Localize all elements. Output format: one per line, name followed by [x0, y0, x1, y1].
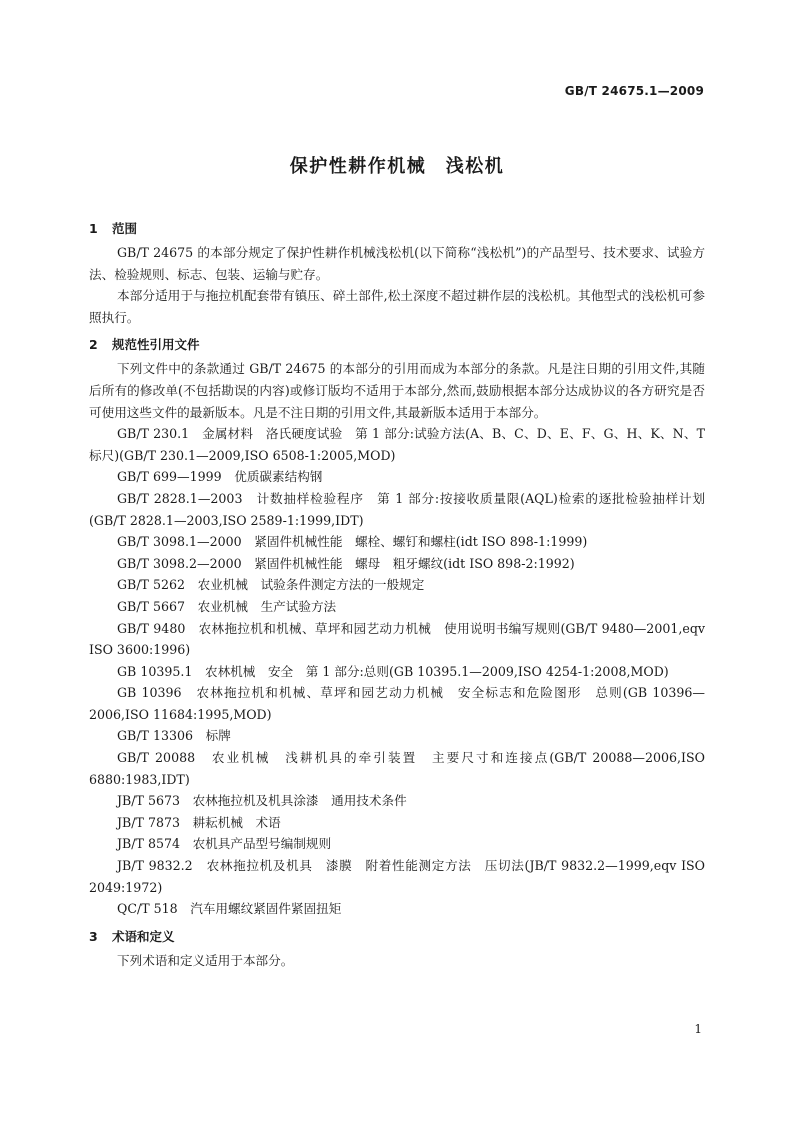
- section-1-heading: [89, 218, 705, 240]
- reference-entry: GB/T 3098.2—2000 紧固件机械性能 螺母 粗牙螺纹(idt ISO 898-2:1992): [117, 555, 575, 571]
- reference-entry: GB 10395.1 农林机械 安全 第 1 部分:总则(GB 10395.1—2009,ISO 4254-1:2008,MOD): [117, 663, 669, 679]
- standard-code: GB/T 24675.1—2009: [564, 84, 704, 98]
- reference-entry: GB/T 5667 农业机械 生产试验方法: [117, 598, 337, 614]
- document-title: 保护性耕作机械 浅松机: [289, 156, 505, 177]
- section-number: 3: [89, 928, 98, 944]
- reference-entry: JB/T 5673 农林拖拉机及机具涂漆 通用技术条件: [117, 793, 407, 809]
- paragraph: GB/T 24675 的本部分规定了保护性耕作机械浅松机(以下简称“浅松机”)的产品型号、技术要求、试验方法、检验规则、标志、包装、运输与贮存。: [89, 245, 705, 282]
- reference-entry: GB/T 13306 标牌: [117, 728, 231, 744]
- section-number: 1: [89, 221, 98, 236]
- section-title: 范围: [112, 221, 138, 236]
- section-3-heading: [89, 926, 705, 948]
- reference-entry: GB/T 9480 农林拖拉机和机械、草坪和园艺动力机械 使用说明书编写规则(GB/T 9480—2001,eqv ISO 3600:1996): [89, 620, 705, 658]
- reference-entry: GB/T 699—1999 优质碳素结构钢: [117, 469, 323, 485]
- reference-entry: QC/T 518 汽车用螺纹紧固件紧固扭矩: [117, 901, 342, 917]
- section-2-heading: [89, 334, 705, 356]
- reference-entry: GB/T 2828.1—2003 计数抽样检验程序 第 1 部分:按接收质量限(AQL)检索的逐批检验抽样计划(GB/T 2828.1—2003,ISO 2589-1:1999,IDT): [89, 490, 705, 528]
- reference-entry: JB/T 8574 农机具产品型号编制规则: [117, 836, 332, 852]
- reference-entry: GB/T 5262 农业机械 试验条件测定方法的一般规定: [117, 577, 425, 593]
- reference-entry: GB 10396 农林拖拉机和机械、草坪和园艺动力机械 安全标志和危险图形 总则(GB 10396—2006,ISO 11684:1995,MOD): [89, 685, 705, 722]
- reference-entry: GB/T 230.1 金属材料 洛氏硬度试验 第 1 部分:试验方法(A、B、C、D、E、F、G、H、K、N、T 标尺)(GB/T 230.1—2009,ISO 6508-1:2005,MOD): [89, 426, 705, 463]
- section-number: 2: [89, 337, 98, 353]
- page-number: 1: [694, 1022, 702, 1036]
- paragraph: 下列术语和定义适用于本部分。: [117, 952, 294, 968]
- paragraph: 下列文件中的条款通过 GB/T 24675 的本部分的引用而成为本部分的条款。凡是注日期的引用文件,其随后所有的修改单(不包括勘误的内容)或修订版均不适用于本部分,然而,鼓励根据本部分达成协议的各方研究是否可使用这些文件的最新版本。凡是不注日期的引用文件,其最新版本适用于本部分。: [89, 361, 705, 420]
- section-title: 规范性引用文件: [112, 337, 200, 353]
- section-title: 术语和定义: [112, 928, 175, 944]
- reference-entry: GB/T 20088 农业机械 浅耕机具的牵引装置 主要尺寸和连接点(GB/T 20088—2006,ISO 6880:1983,IDT): [89, 750, 705, 787]
- paragraph: 本部分适用于与拖拉机配套带有镇压、碎土部件,松土深度不超过耕作层的浅松机。其他型式的浅松机可参照执行。: [89, 288, 705, 325]
- reference-entry: JB/T 7873 耕耘机械 术语: [117, 814, 281, 830]
- document-body: [89, 212, 705, 971]
- reference-entry: JB/T 9832.2 农林拖拉机及机具 漆膜 附着性能测定方法 压切法(JB/T 9832.2—1999,eqv ISO 2049:1972): [89, 858, 705, 895]
- reference-entry: GB/T 3098.1—2000 紧固件机械性能 螺栓、螺钉和螺柱(idt ISO 898-1:1999): [117, 534, 588, 550]
